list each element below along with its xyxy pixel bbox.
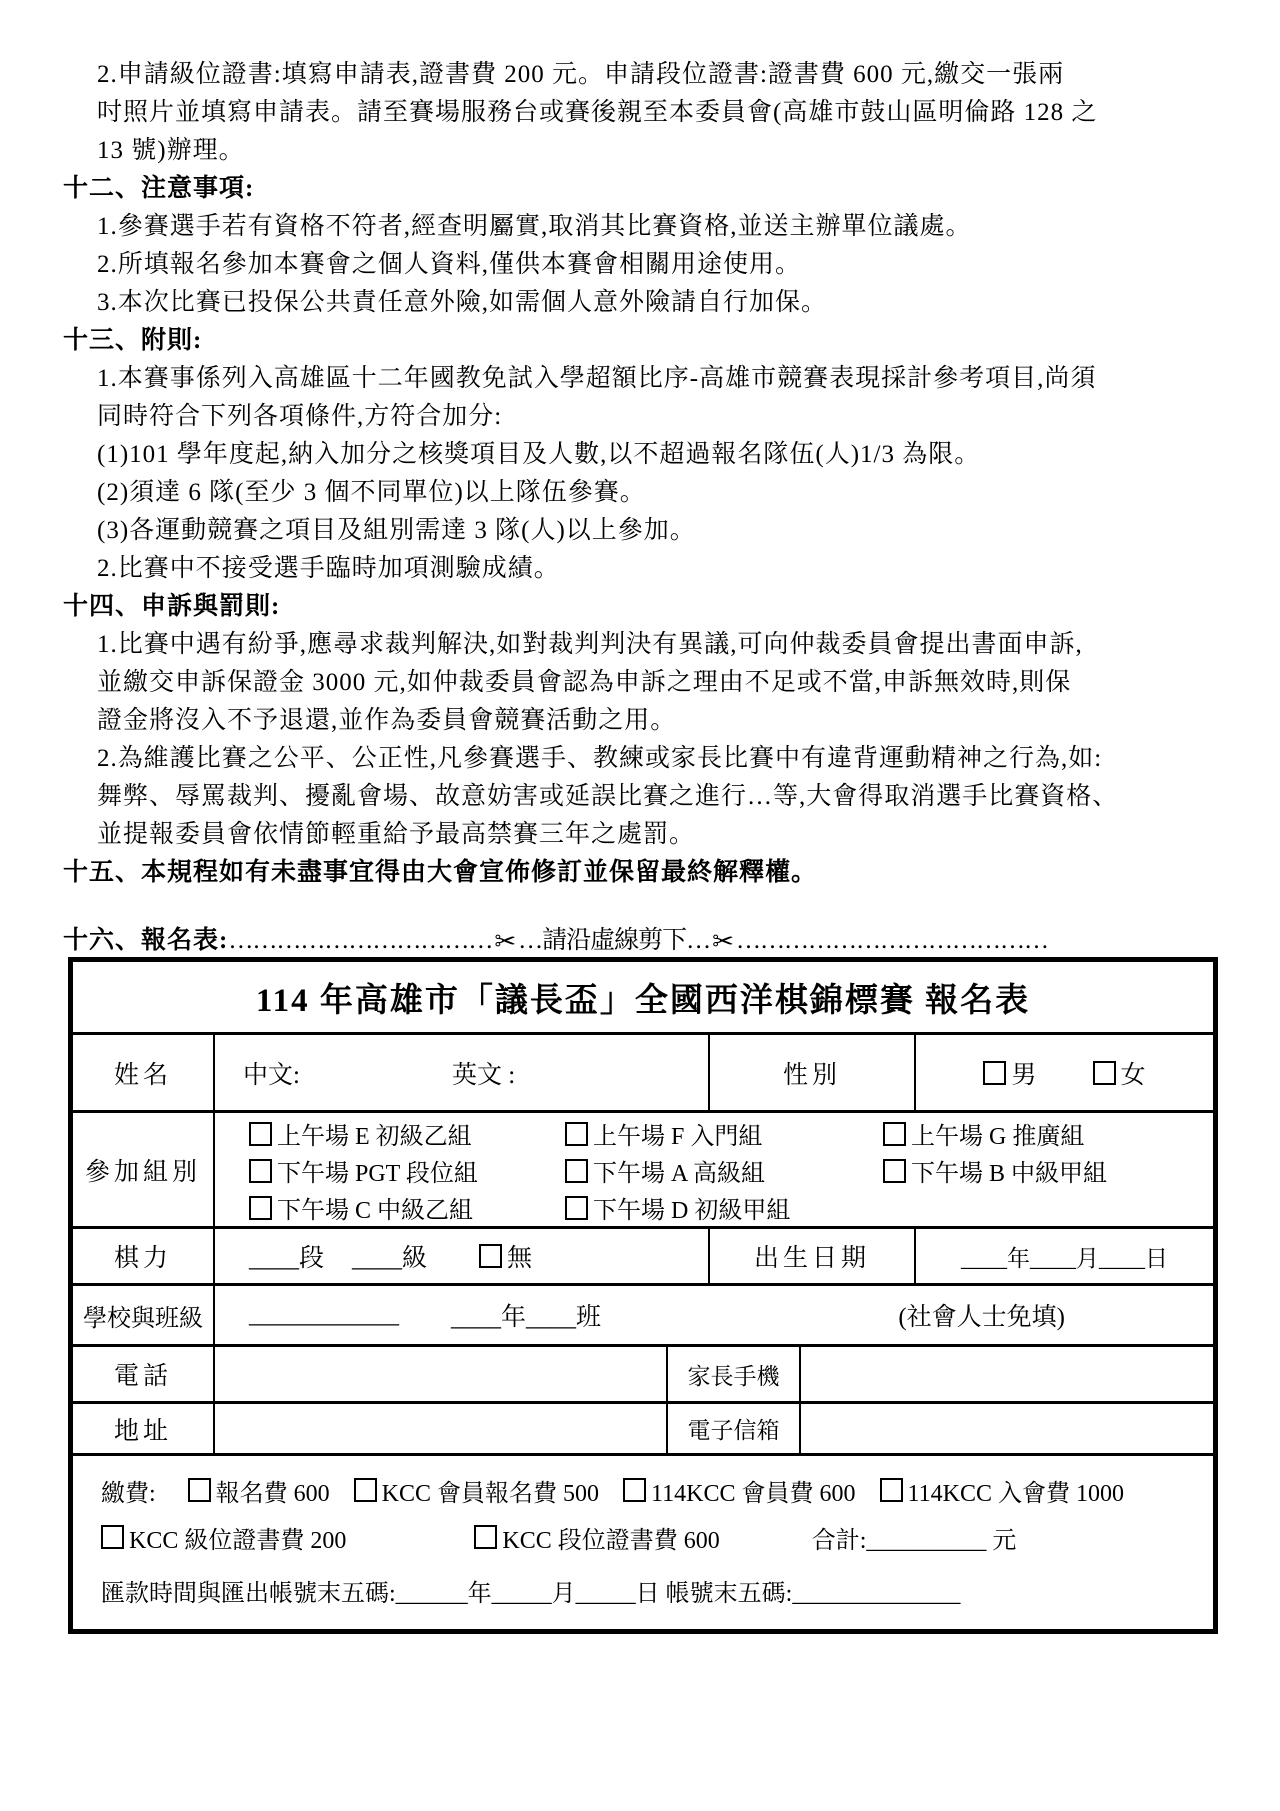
rules-line: 十四、申訴與罰則: (63, 593, 281, 620)
none-label: 無 (507, 1245, 533, 1272)
dob-blanks: ____年____月____日 (961, 1245, 1168, 1271)
name-label: 姓名 (113, 1061, 172, 1089)
email-label: 電子信箱 (666, 1404, 799, 1453)
name-row (73, 1032, 1213, 1110)
group-option (565, 1152, 883, 1189)
address-input-cell[interactable] (213, 1404, 666, 1453)
dob-label: 出生日期 (708, 1229, 914, 1283)
group-option (565, 1189, 883, 1226)
kyu-blank: ____級 (352, 1245, 428, 1272)
male-option (983, 1055, 1036, 1091)
registration-form-table (68, 957, 1218, 1634)
fee-checkbox[interactable] (623, 1478, 646, 1502)
fee-checkbox[interactable] (880, 1478, 903, 1502)
fee-label: 繳費: (101, 1480, 156, 1507)
address-row (73, 1401, 1213, 1453)
fee-cell (73, 1456, 1213, 1629)
male-checkbox[interactable] (983, 1061, 1006, 1085)
address-label: 地址 (113, 1417, 172, 1445)
form-title-row (73, 962, 1213, 1032)
scissors-icon: ✂ (494, 927, 517, 957)
rules-line: 13 號)辦理。 (97, 137, 245, 164)
dotted-line: …………………………… (228, 927, 493, 954)
school-label: 學校與班級 (83, 1305, 203, 1332)
group-option (249, 1189, 565, 1226)
email-input-cell[interactable] (799, 1404, 1213, 1453)
fee-line-3 (101, 1562, 1213, 1618)
fee-cert-label: KCC 級位證書費 200 (129, 1527, 347, 1554)
group-label: 上午場 G 推廣組 (911, 1124, 1085, 1150)
rules-line: 並繳交申訴保證金 3000 元,如仲裁委員會認為申訴之理由不足或不當,申訴無效時,則保 (97, 669, 1072, 696)
rules-line: 十三、附則: (63, 327, 203, 354)
fee-label: 114KCC 入會費 1000 (907, 1480, 1124, 1507)
school-row (73, 1283, 1213, 1344)
group-row (73, 1110, 1213, 1226)
rules-line: 3.本次比賽已投保公共責任意外險,如需個人意外險請自行加保。 (97, 289, 828, 316)
fee-cert-label: KCC 段位證書費 600 (502, 1527, 720, 1554)
group-label: 下午場 D 初級甲組 (593, 1198, 791, 1224)
cut-here-line (63, 922, 1223, 960)
fee-label: 報名費 600 (215, 1480, 330, 1507)
rules-line: 吋照片並填寫申請表。請至賽場服務台或賽後親至本委員會(高雄市鼓山區明倫路 128 之 (97, 99, 1098, 126)
school-blank: ____________ (249, 1301, 399, 1328)
scissors-icon: ✂ (712, 927, 734, 957)
female-checkbox[interactable] (1093, 1061, 1116, 1085)
fee-label: 114KCC 會員費 600 (651, 1480, 856, 1507)
school-input-cell[interactable] (213, 1286, 1213, 1344)
strength-row (73, 1226, 1213, 1283)
group-label: 上午場 F 入門組 (593, 1124, 763, 1150)
phone-row (73, 1344, 1213, 1401)
cut-instruction: …請沿虛線剪下… (518, 927, 711, 954)
group-checkbox[interactable] (249, 1159, 272, 1183)
male-label: 男 (1011, 1061, 1037, 1089)
group-label: 下午場 B 中級甲組 (911, 1161, 1108, 1187)
rules-line: 2.所填報名參加本賽會之個人資料,僅供本賽會相關用途使用。 (97, 251, 802, 278)
form-title: 114 年高雄市「議長盃」全國西洋棋錦標賽 報名表 (255, 982, 1031, 1019)
rules-line: 2.比賽中不接受選手臨時加項測驗成績。 (97, 555, 560, 582)
parent-mobile-label: 家長手機 (666, 1347, 799, 1401)
english-name-label: 英文 : (451, 1061, 516, 1089)
group-option (883, 1115, 1213, 1152)
phone-input-cell[interactable] (213, 1347, 666, 1401)
remittance-line: 匯款時間與匯出帳號末五碼:______年_____月_____日 帳號末五碼:______________ (101, 1580, 961, 1607)
rules-line: 1.參賽選手若有資格不符者,經查明屬實,取消其比賽資格,並送主辦單位議處。 (97, 213, 972, 240)
fee-cert-checkbox[interactable] (474, 1525, 497, 1549)
rules-line: 1.本賽事係列入高雄區十二年國教免試入學超額比序-高雄市競賽表現採計參考項目,尚須 (97, 365, 1097, 392)
female-label: 女 (1120, 1061, 1146, 1089)
rules-text-block (0, 56, 1280, 892)
rules-line: 同時符合下列各項條件,方符合加分: (97, 403, 503, 430)
group-checkbox[interactable] (883, 1122, 906, 1146)
fee-option (623, 1473, 855, 1508)
total-group (812, 1520, 1017, 1555)
group-label: 下午場 A 高級組 (593, 1161, 766, 1187)
fee-row (73, 1453, 1213, 1629)
dotted-line: ………………………………… (735, 927, 1048, 954)
dan-blank: ____段 (249, 1245, 325, 1272)
group-options-cell (213, 1113, 1213, 1226)
group-checkbox[interactable] (565, 1159, 588, 1183)
gender-options-cell (914, 1035, 1213, 1110)
group-label: 上午場 E 初級乙組 (277, 1124, 472, 1150)
fee-option (880, 1473, 1124, 1508)
strength-input-cell[interactable] (213, 1229, 708, 1283)
section-16-label: 十六、報名表: (63, 927, 229, 954)
parent-mobile-input-cell[interactable] (799, 1347, 1213, 1401)
rules-line: 2.為維護比賽之公平、公正性,凡參賽選手、教練或家長比賽中有違背運動精神之行為,如: (97, 745, 1103, 772)
rules-line: (3)各運動競賽之項目及組別需達 3 隊(人)以上參加。 (97, 517, 696, 544)
none-option (479, 1238, 532, 1274)
rules-line: 十二、注意事項: (63, 175, 255, 202)
group-label: 下午場 C 中級乙組 (277, 1198, 474, 1224)
group-label: 參加組別 (84, 1158, 201, 1186)
group-label: 下午場 PGT 段位組 (277, 1161, 478, 1187)
group-checkbox[interactable] (249, 1196, 272, 1220)
gender-label: 性別 (708, 1035, 914, 1110)
fee-checkbox[interactable] (188, 1478, 211, 1502)
total-unit: 元 (992, 1527, 1017, 1554)
dob-input-cell[interactable] (914, 1229, 1213, 1283)
fee-line-1 (101, 1468, 1213, 1512)
group-option (249, 1152, 565, 1189)
fee-label: KCC 會員報名費 500 (381, 1480, 600, 1507)
group-checkbox[interactable] (565, 1122, 588, 1146)
total-blank[interactable]: __________ (866, 1527, 987, 1554)
rules-line: 舞弊、辱罵裁判、擾亂會場、故意妨害或延誤比賽之進行…等,大會得取消選手比賽資格、 (97, 783, 1119, 810)
rules-line: (2)須達 6 隊(至少 3 個不同單位)以上隊伍參賽。 (97, 479, 646, 506)
fee-checkbox[interactable] (354, 1478, 377, 1502)
fee-cert-option (474, 1520, 719, 1555)
phone-label: 電話 (113, 1363, 172, 1390)
group-option (883, 1152, 1213, 1189)
name-input-cell[interactable] (213, 1035, 708, 1110)
group-checkbox[interactable] (883, 1159, 906, 1183)
rules-line: 並提報委員會依情節輕重給予最高禁賽三年之處罰。 (97, 821, 696, 848)
chinese-name-label: 中文: (243, 1061, 300, 1089)
total-label: 合計: (811, 1527, 867, 1554)
fee-line-2 (101, 1512, 1213, 1562)
fee-cert-option (101, 1520, 346, 1555)
rules-line: 十五、本規程如有未盡事宜得由大會宣佈修訂並保留最終解釋權。 (63, 859, 818, 886)
rules-line: (1)101 學年度起,納入加分之核獎項目及人數,以不超過報名隊伍(人)1/3 為限。 (97, 441, 981, 468)
year-class-blanks: ____年____班 (451, 1304, 602, 1331)
group-checkbox[interactable] (565, 1196, 588, 1220)
school-note: (社會人士免填) (898, 1304, 1065, 1331)
rules-line: 1.比賽中遇有紛爭,應尋求裁判解決,如對裁判判決有異議,可向仲裁委員會提出書面申訴, (97, 631, 1083, 658)
female-option (1093, 1055, 1146, 1091)
group-checkbox[interactable] (249, 1122, 272, 1146)
group-option (249, 1115, 565, 1152)
strength-label: 棋力 (113, 1245, 172, 1272)
none-checkbox[interactable] (479, 1244, 502, 1268)
group-option (565, 1115, 883, 1152)
fee-cert-checkbox[interactable] (101, 1525, 124, 1549)
fee-option (354, 1473, 599, 1508)
rules-line: 證金將沒入不予退還,並作為委員會競賽活動之用。 (97, 707, 677, 734)
rules-line: 2.申請級位證書:填寫申請表,證書費 200 元。申請段位證書:證書費 600 元,繳交一張兩 (97, 61, 1065, 88)
fee-option (188, 1473, 330, 1508)
